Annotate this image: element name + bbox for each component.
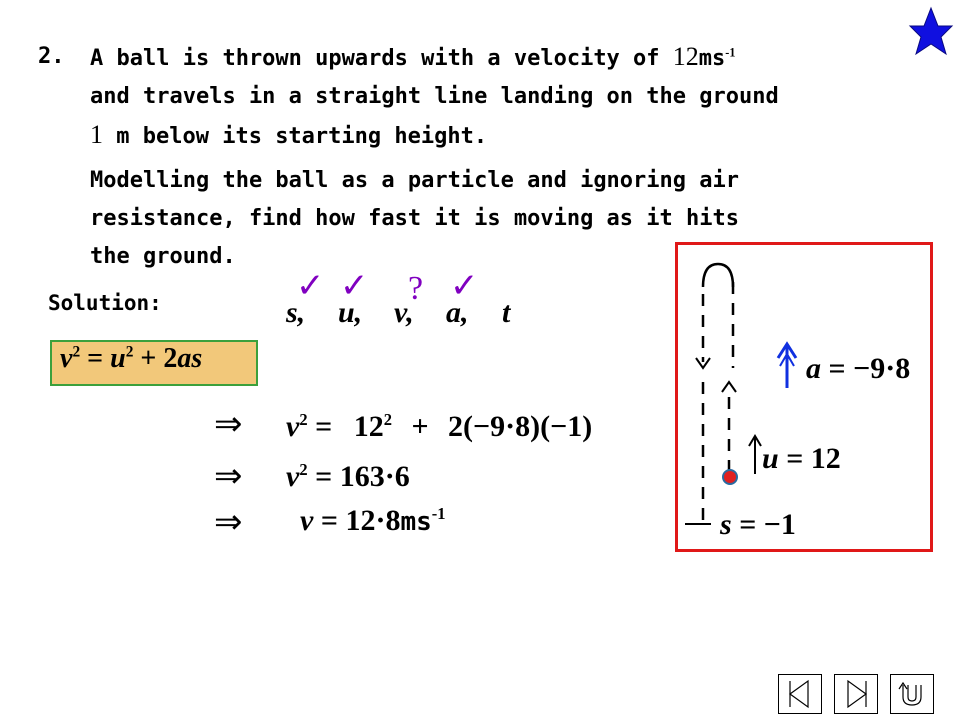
unknown-question-mark: ? [408,270,424,307]
return-button[interactable] [890,674,934,714]
acceleration-label [806,352,910,386]
suvat-v: v, [394,296,414,329]
formula-v: v [60,343,73,374]
step-1-pow: 2 [299,410,308,429]
suvat-list [286,296,510,330]
problem-para2-line-3: the ground. [90,244,236,269]
initial-velocity-label [762,442,841,476]
step-3-rhs: 12·8 [345,504,401,537]
formula-u: u [110,343,126,374]
ball [723,470,737,484]
step-3-implies: ⇒ [214,504,243,541]
step-3-unit: ms [400,507,432,537]
acceleration-var: a [806,352,821,385]
velocity-exp: -1 [725,45,736,60]
displacement-label [720,508,796,542]
problem-para2-line-1: Modelling the ball as a particle and ignoring air [90,168,740,193]
next-icon [835,675,877,713]
formula-eq: = [80,343,111,374]
acceleration-value: = −9·8 [821,352,911,385]
solution-label: Solution: [48,291,162,315]
step-1-term2: 2(−9·8)(−1) [448,410,593,443]
step-2-lhs: v [286,460,300,493]
problem-line-2: and travels in a straight line landing on the ground [90,84,779,109]
tick-mark-u: ✓ [340,266,369,306]
motion-diagram-graphics [675,242,933,552]
formula-pow2: 2 [125,343,134,361]
step-1-term1: 12 [353,410,384,443]
suvat-u: u, [338,296,363,329]
suvat-a: a, [446,296,469,329]
step-1-implies: ⇒ [214,406,243,443]
step-2-pow: 2 [299,460,308,479]
prev-icon [779,675,821,713]
problem-number: 2. [38,44,65,69]
step-1-lhs: v [286,410,300,443]
problem-para2-line-2: resistance, find how fast it is moving as it hits [90,206,740,231]
path-turnaround [703,264,733,287]
step-2-implies: ⇒ [214,458,243,495]
path-up-arrowhead [722,382,736,392]
displacement-var: s [720,508,732,541]
suvat-t: t [502,296,511,329]
initial-velocity-var: u [762,442,779,475]
problem-line-1 [90,40,735,76]
problem-line-3 [90,118,487,154]
velocity-unit: ms [698,46,726,71]
initial-velocity-value: = 12 [778,442,841,475]
step-3-eq: = [313,504,346,537]
formula-as: as [177,343,203,374]
tick-mark-a: ✓ [450,266,479,306]
height-value: 1 [90,120,103,149]
suvat-s: s, [286,296,306,329]
velocity-value: 12 [672,42,699,71]
problem-line-3-text: m below its starting height. [116,124,488,149]
formula-plus: + 2 [133,343,178,374]
step-2-equation [286,460,410,494]
star-icon[interactable] [908,6,954,56]
problem-line-1-text: A ball is thrown upwards with a velocity of [90,46,660,71]
step-3-equation [300,504,446,538]
formula-pow1: 2 [72,343,81,361]
step-3-lhs: v [300,504,314,537]
step-3-unit-exp: -1 [431,504,446,523]
suvat-formula [60,343,202,375]
return-icon [891,675,933,713]
step-1-equation [286,410,592,444]
next-button[interactable] [834,674,878,714]
step-1-plus: + [411,410,429,443]
displacement-value: = −1 [731,508,796,541]
step-2-eq: = [307,460,340,493]
step-1-term1-pow: 2 [383,410,392,429]
prev-button[interactable] [778,674,822,714]
step-1-eq: = [307,410,340,443]
tick-mark-s: ✓ [296,266,325,306]
step-2-rhs: 163·6 [339,460,410,493]
